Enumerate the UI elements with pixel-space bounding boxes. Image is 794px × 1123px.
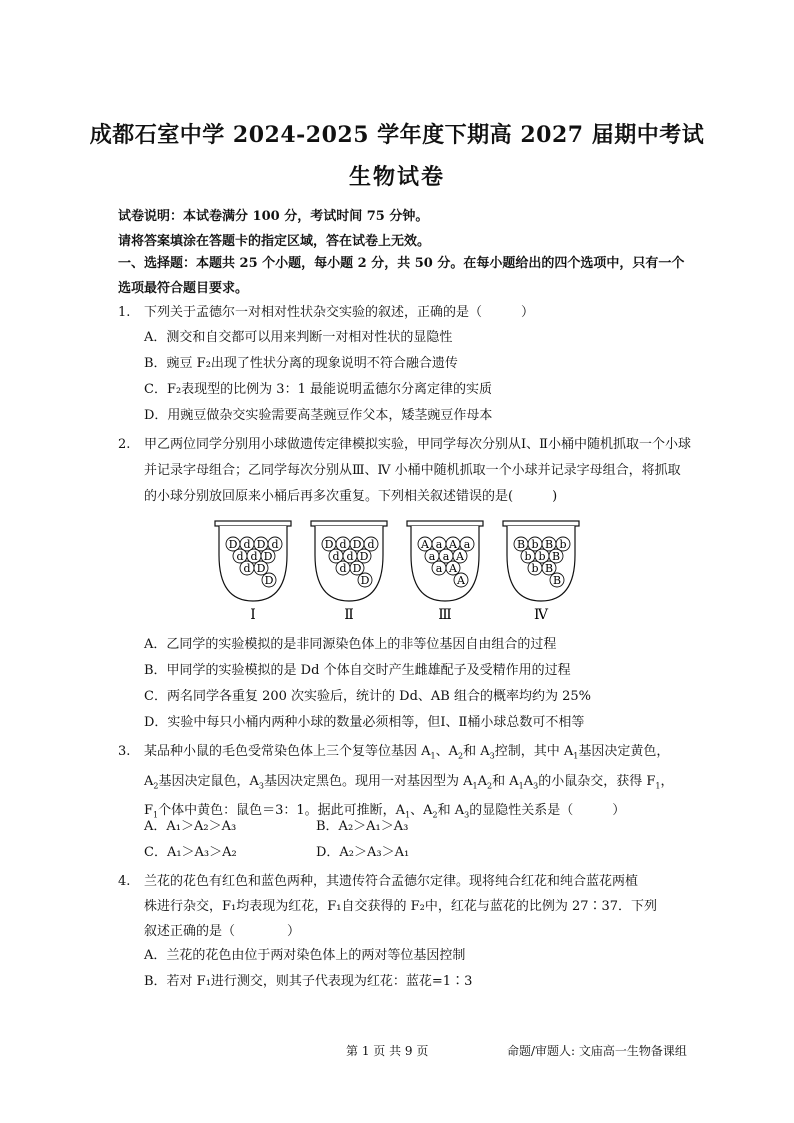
ball-label: A xyxy=(456,550,464,563)
ball-label: d xyxy=(332,550,340,563)
ball-label: a xyxy=(428,550,436,563)
question-stem: 甲乙两位同学分别用小球做遗传定律模拟实验，甲同学每次分别从Ⅰ、Ⅱ小桶中随机抓取一个小球并记录字母组合；乙同学每次分别从Ⅲ、Ⅳ 小桶中随机抓取一个小球并记录字母组合，将抓取的小球分别放回原来小桶后再多次重复。下列相关叙述错误的是( ) xyxy=(144,437,691,504)
question-4 xyxy=(118,869,693,944)
ball-label: B xyxy=(552,574,562,587)
question-stem: 下列关于孟德尔一对相对性状杂交实验的叙述，正确的是（ ） xyxy=(144,305,535,320)
bucket-diagram xyxy=(205,515,605,625)
bucket-label: Ⅱ xyxy=(344,607,354,623)
bucket-rim xyxy=(407,521,483,526)
ball-label: d xyxy=(346,550,354,563)
ball-label: B xyxy=(544,562,554,575)
q4-option-a: A．兰花的花色由位于两对染色体上的两对等位基因控制 xyxy=(144,948,466,963)
ball-label: b xyxy=(531,562,539,575)
ball-label: a xyxy=(442,550,450,563)
question-stem-line-2: 株进行杂交，F₁均表现为红花，F₁自交获得的 F₂中，红花与蓝花的比例为 27∶37．下列 xyxy=(144,899,658,914)
ball-label: A xyxy=(457,574,465,587)
bucket-label: Ⅲ xyxy=(438,607,452,623)
ball-label: D xyxy=(263,550,273,563)
ball-label: d xyxy=(243,538,251,551)
ball-label: b xyxy=(559,538,567,551)
bucket-4 xyxy=(503,521,579,623)
q1-option-a: A．测交和自交都可以用来判断一对相对性状的显隐性 xyxy=(144,330,453,345)
ball-label: D xyxy=(360,574,370,587)
ball-label: D xyxy=(228,538,238,551)
ball-label: D xyxy=(256,562,266,575)
bucket-rim xyxy=(215,521,291,526)
bucket-rim xyxy=(311,521,387,526)
ball-label: d xyxy=(339,538,347,551)
ball-label: b xyxy=(531,538,539,551)
ball-label: a xyxy=(435,562,443,575)
ball-label: d xyxy=(367,538,375,551)
bucket-label: Ⅳ xyxy=(534,607,548,623)
q3-option-a: A．A₁＞A₂＞A₃ xyxy=(144,819,237,834)
exam-subtitle: 生物试卷 xyxy=(348,164,445,190)
q2-option-c: C．两名同学各重复 200 次实验后，统计的 Dd、AB 组合的概率均约为 25% xyxy=(144,689,592,704)
q3-option-c: C．A₁＞A₃＞A₂ xyxy=(144,845,237,860)
ball-label: d xyxy=(243,562,251,575)
q2-option-b: B．甲同学的实验模拟的是 Dd 个体自交时产生雌雄配子及受精作用的过程 xyxy=(144,663,571,678)
q3-option-d: D．A₂＞A₃＞A₁ xyxy=(316,845,410,860)
ball-label: D xyxy=(264,574,274,587)
question-3 xyxy=(118,739,693,828)
exam-note-1: 试卷说明：本试卷满分 100 分，考试时间 75 分钟。 xyxy=(118,209,429,224)
q1-option-c: C．F₂表现型的比例为 3：1 最能说明孟德尔分离定律的实质 xyxy=(144,382,492,397)
ball-label: b xyxy=(538,550,546,563)
ball-label: B xyxy=(544,538,554,551)
question-number: 2. xyxy=(118,437,131,452)
ball-label: D xyxy=(359,550,369,563)
ball-label: d xyxy=(271,538,279,551)
ball-label: a xyxy=(463,538,471,551)
bucket-rim xyxy=(503,521,579,526)
ball-label: D xyxy=(352,538,362,551)
q2-option-d: D．实验中每只小桶内两种小球的数量必须相等，但Ⅰ、Ⅱ桶小球总数可不相等 xyxy=(144,715,585,730)
question-stem-line-3: $F_1$个体中黄色：鼠色＝3：1。据此可推断，$A_1$、$A_2$和 $A_3$的显隐性关系是（ ） xyxy=(144,803,626,820)
page-number: 第 1 页 共 9 页 xyxy=(346,1044,429,1058)
question-stem-line-1: 某品种小鼠的毛色受常染色体上三个复等位基因 $A_1$、$A_2$和 $A_3$控制，其中 $A_1$基因决定黄色， xyxy=(144,744,670,761)
ball-label: A xyxy=(449,562,457,575)
q4-option-b: B．若对 F₁进行测交，则其子代表现为红花：蓝花=1∶3 xyxy=(144,974,473,989)
ball-label: B xyxy=(551,550,561,563)
bucket-3 xyxy=(407,521,483,623)
q3-option-b: B．A₂＞A₁＞A₃ xyxy=(316,819,409,834)
bucket-label: Ⅰ xyxy=(250,607,256,623)
ball-label: B xyxy=(516,538,526,551)
ball-label: A xyxy=(421,538,429,551)
question-number: 3. xyxy=(118,744,131,759)
ball-label: A xyxy=(449,538,457,551)
ball-label: d xyxy=(236,550,244,563)
question-stem-line-1: 兰花的花色有红色和蓝色两种，其遗传符合孟德尔定律。现将纯合红花和纯合蓝花两植 xyxy=(144,874,639,889)
q1-option-d: D．用豌豆做杂交实验需要高茎豌豆作父本，矮茎豌豆作母本 xyxy=(144,408,493,423)
question-1 xyxy=(118,300,693,325)
ball-label: b xyxy=(524,550,532,563)
question-number: 1. xyxy=(118,305,131,320)
question-stem-line-2: $A_2$基因决定鼠色，$A_3$基因决定黑色。现用一对基因型为 $A_1A_2$和 $A_1A_3$的小鼠杂交，获得 $F_1$， xyxy=(144,773,674,791)
question-2 xyxy=(118,432,693,510)
section-heading: 一、选择题：本题共 25 个小题，每小题 2 分，共 50 分。在每小题给出的四个选项中，只有一个选项最符合题目要求。 xyxy=(118,256,685,296)
q2-option-a: A．乙同学的实验模拟的是非同源染色体上的非等位基因自由组合的过程 xyxy=(144,637,557,652)
ball-label: d xyxy=(250,550,258,563)
bucket-2 xyxy=(311,521,387,623)
bucket-1 xyxy=(215,521,291,623)
q1-option-b: B．豌豆 F₂出现了性状分离的现象说明不符合融合遗传 xyxy=(144,356,458,371)
question-number: 4. xyxy=(118,874,131,889)
ball-label: a xyxy=(435,538,443,551)
exam-note-2: 请将答案填涂在答题卡的指定区域，答在试卷上无效。 xyxy=(118,234,431,249)
author-credit: 命题/审题人: 文庙高一生物备课组 xyxy=(507,1044,687,1058)
ball-label: d xyxy=(339,562,347,575)
exam-title: 成都石室中学 2024-2025 学年度下期高 2027 届期中考试 xyxy=(89,122,705,148)
ball-label: D xyxy=(324,538,334,551)
question-stem-line-3: 叙述正确的是（ ） xyxy=(144,924,301,939)
ball-label: D xyxy=(256,538,266,551)
ball-label: D xyxy=(352,562,362,575)
